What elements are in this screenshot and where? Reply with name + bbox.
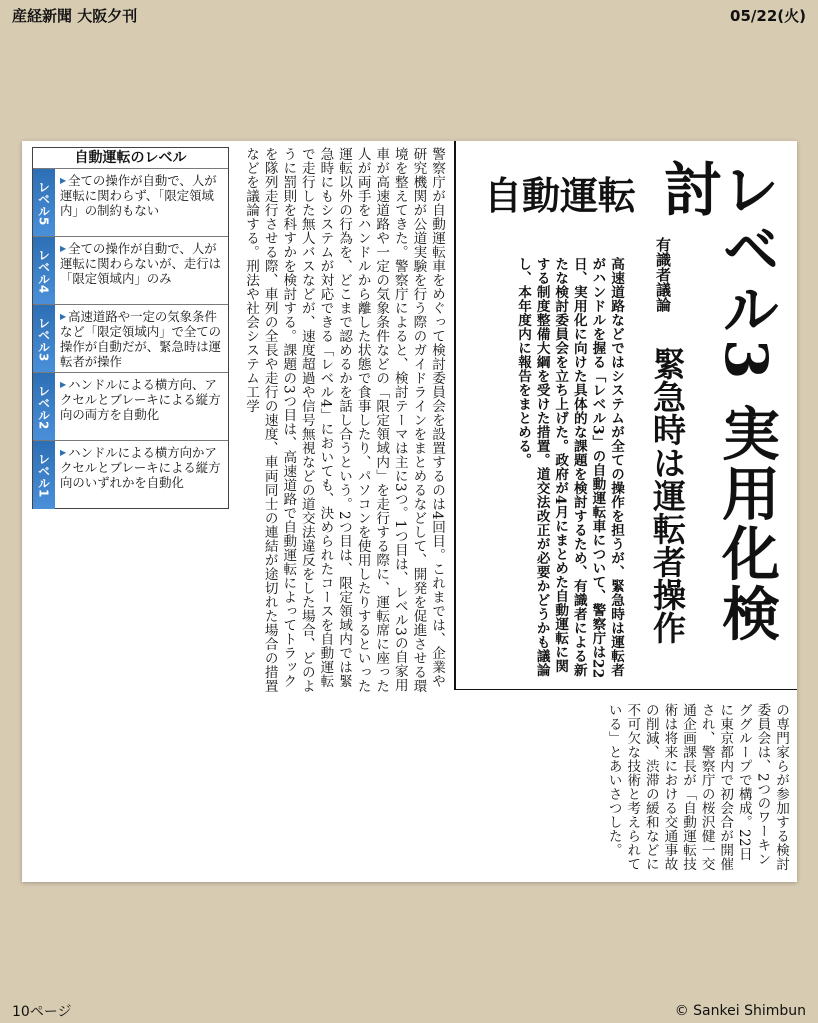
article-kicker: 有識者議論: [654, 237, 672, 312]
level-description: ▶ ハンドルによる横方向、アクセルとブレーキによる縦方向の両方を自動化: [60, 377, 224, 422]
level-row: [33, 168, 228, 237]
bottom-bar: [0, 998, 818, 1023]
lead-paragraph: 高速道路などではシステムが全ての操作を担うが、緊急時は運転者がハンドルを握る「レベル3」の自動運転車について、警察庁は22日、実用化に向けた具体的な課題を検討するため、有識者による新たな検討委員会を立ち上げた。政府が4月にまとめた自動運転に関する制度整備大綱を受けた措置。道交法改正が必要かどうかも議論し、本年度内に報告をまとめる。: [515, 257, 624, 679]
body-text-left-cont: [36, 519, 226, 869]
level-description: ▶ 全ての操作が自動で、人が運転に関わらないが、走行は「限定領域内」のみ: [60, 241, 224, 286]
level-row: [33, 236, 228, 305]
column-rule: [454, 689, 797, 690]
column-rule: [454, 141, 456, 689]
level-tab: レベル4: [33, 237, 55, 305]
article-headline: レベル3 実用化検討: [654, 159, 780, 644]
inset-title: 自動運転のレベル: [74, 150, 187, 166]
level-row: [33, 372, 228, 441]
level-tab: レベル1: [33, 441, 55, 509]
top-bar: [0, 0, 818, 30]
edition-date: 05/22(火): [730, 6, 806, 25]
body-text-left: 警察庁が自動運転車をめぐって検討委員会を設置するのは4回目。これまでは、企業や研究機関が公道実験を行う際のガイドラインをまとめるなどして、開発を促進させる環境を整えてきた。警察庁によると、検討テーマは主に3つ。1つ目は、レベル3の自家用車が高速道路や一定の気象条件などの「限定領域内」を走行する際に、運転席に座った人が両手をハンドルから離した状態で食事したり、パソコンを使用したりするといった運転以外の行為を、どこまで認めるかを話し合うという。2つ目は、限定領域内では緊急時にもシステムが対応できる「レベル4」においても、決められたコースを自動運転で走行した無人バスなどが、速度超過や信号無視などの道交法違反をした場合、どのように罰則を科すかを検討する。課題の3つ目は、高速道路で自動運転によってトラックを隊列走行させる際、車列の全長や走行の速度、車両同士の連結が途切れた場合の措置などを議論する。刑法や社会システム工学: [243, 147, 445, 693]
level-tab: レベル3: [33, 305, 55, 373]
article-subhead: 緊急時は運転者操作: [648, 347, 687, 644]
level-row: [33, 440, 228, 509]
page-number[interactable]: 10ページ: [12, 1003, 72, 1020]
levels-inset: [32, 147, 229, 509]
level-description: ▶ 高速道路や一定の気象条件など「限定領域内」で全ての操作が自動だが、緊急時は運転者が操作: [60, 309, 224, 369]
level-description: ▶ ハンドルによる横方向かアクセルとブレーキによる縦方向のいずれかを自動化: [60, 445, 224, 490]
body-text-right: の専門家らが参加する検討委員会は、2つのワーキンググループで構成。22日に東京都内で初会合が開催され、警察庁の桜沢健一交通企画課長が「自動運転技術は将来における交通事故の削減、渋滞の緩和などに不可欠な技術と考えられている」とあいさつした。: [605, 703, 789, 871]
level-description: ▶ 全ての操作が自動で、人が運転に関わらず、「限定領域内」の制約もない: [60, 173, 224, 218]
series-title: 自動運転: [484, 173, 637, 218]
newspaper-clipping[interactable]: [22, 141, 797, 882]
copyright-text: © Sankei Shimbun: [674, 1002, 806, 1019]
level-tab: レベル5: [33, 169, 55, 237]
level-tab: レベル2: [33, 373, 55, 441]
level-row: [33, 304, 228, 373]
paper-name: 産経新聞 大阪夕刊: [12, 6, 138, 25]
